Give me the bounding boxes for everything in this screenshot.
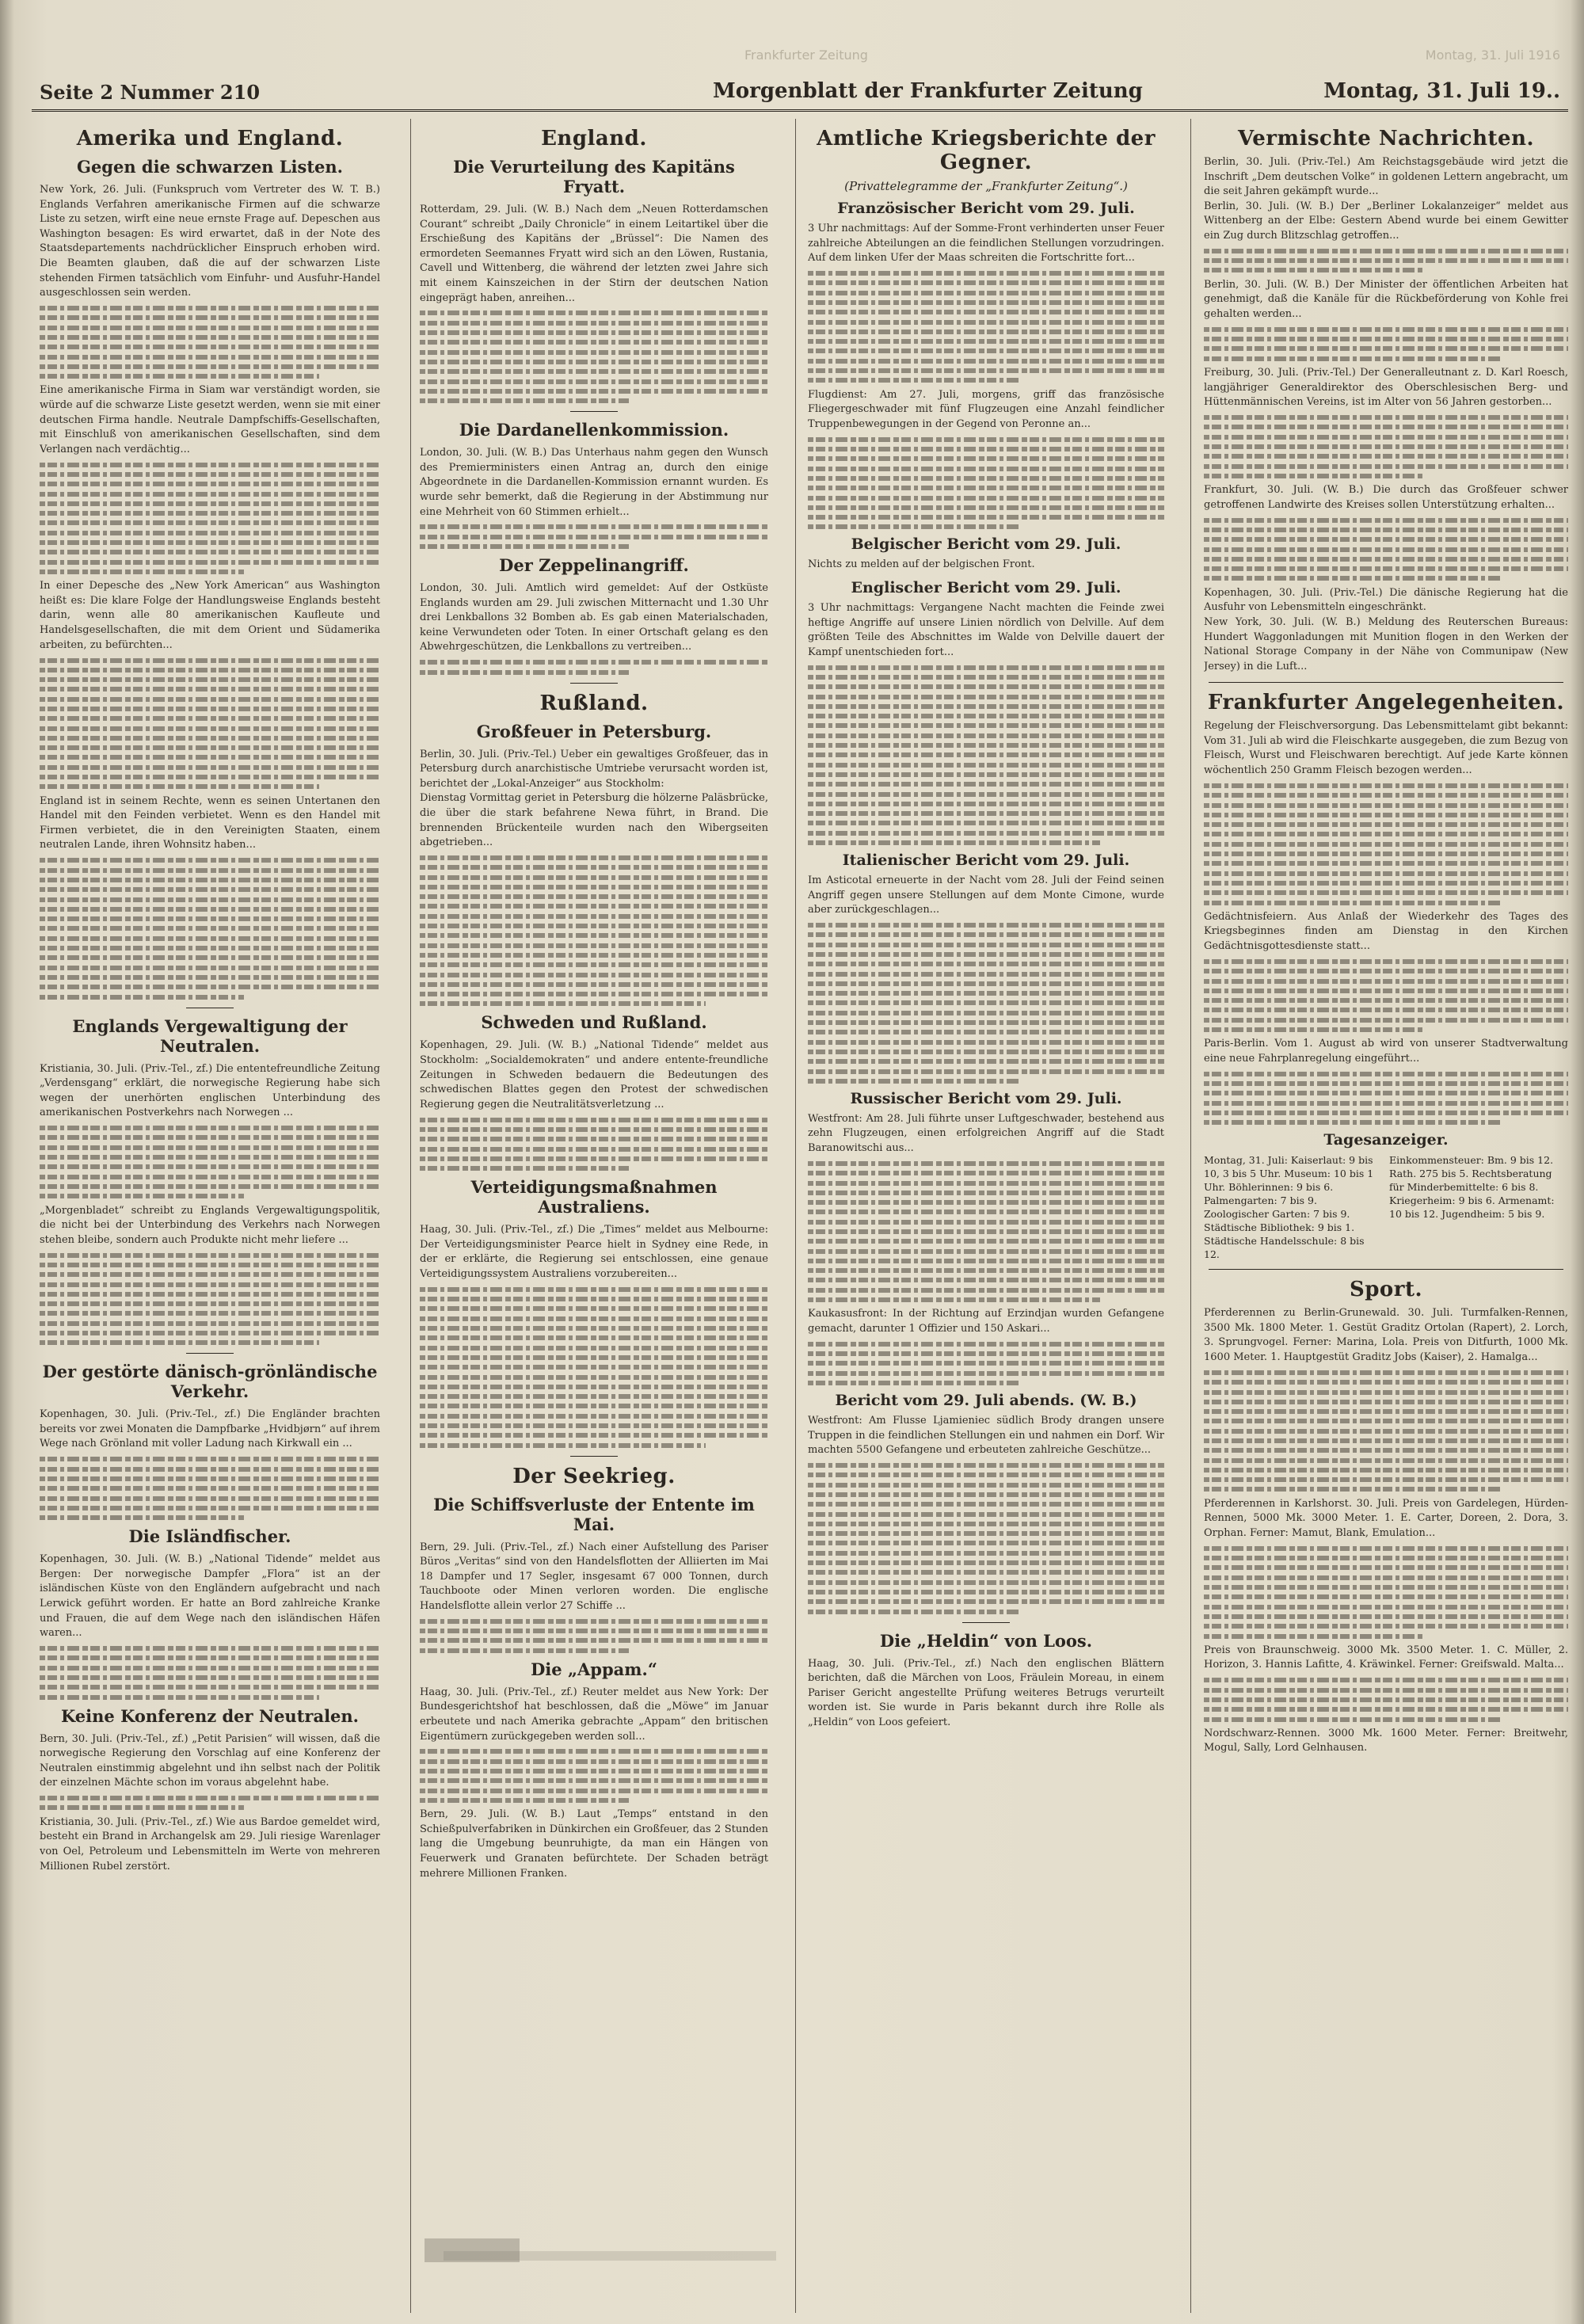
column-rule [410, 119, 411, 2313]
article-heading: Die „Appam.“ [531, 1659, 657, 1679]
article-paragraph: Nordschwarz-Rennen. 3000 Mk. 1600 Meter. Ferner: Breitwehr, Mogul, Sally, Lord Gelnhausen. [1204, 1727, 1568, 1754]
separator [1209, 1269, 1563, 1270]
article-subheading: Die Verurteilung des Kapitäns Fryatt. [453, 157, 735, 196]
text-lines [40, 306, 380, 379]
text-lines [1204, 327, 1568, 361]
article-paragraph: London, 30. Juli. Amtlich wird gemeldet: Auf der Ostküste Englands wurden am 29. Juli zwischen Mitternacht und 1.30 Uhr drei Lenkballons 32 Bomben ab. Es gab einen Materialschaden, keine Verwundeten oder Toten. In einer Ortschaft gelang es den Abwehrgeschützen, die Lenkballons zu vertreiben... [420, 581, 768, 653]
text-lines [420, 855, 768, 1006]
daily-schedule [1204, 1153, 1568, 1261]
separator [1209, 682, 1563, 683]
article-paragraph: Westfront: Am 28. Juli führte unser Luftgeschwader, bestehend aus zehn Flugzeugen, einen erfolgreichen Angriff auf die Stadt Baranowitschi aus... [808, 1112, 1164, 1155]
article-paragraph: Berlin, 30. Juli. (Priv.-Tel.) Am Reichstagsgebäude wird jetzt die Inschrift „Dem deutschen Volke“ in goldenen Lettern angebracht, um die seit Jahren gekämpft wurde... [1204, 156, 1568, 198]
text-lines [420, 1118, 768, 1171]
text-lines [40, 1796, 380, 1810]
article-paragraph: Regelung der Fleischversorgung. Das Lebensmittelamt gibt bekannt: Vom 31. Juli ab wird die Fleischkarte ausgegeben, die zum Bezug von Fleisch, Wurst und Fleischwaren berechtigt. Auf jede Karte können wöchentlich 250 Gramm Fleisch bezogen werden... [1204, 720, 1568, 777]
text-lines [40, 1646, 380, 1699]
separator [570, 1456, 618, 1457]
article-heading: Rußland. [539, 691, 649, 715]
article-paragraph: Berlin, 30. Juli. (W. B.) Der „Berliner Lokalanzeiger“ meldet aus Wittenberg an der Elbe: Gestern Abend wurde bei einem Gewitter ein Zug durch Blitzschlag getroffen... [1204, 200, 1568, 242]
column-4 [1204, 119, 1568, 2313]
text-lines [808, 1342, 1164, 1385]
article-paragraph: Kaukasusfront: In der Richtung auf Erzindjan wurden Gefangene gemacht, darunter 1 Offizier und 150 Askari... [808, 1308, 1164, 1335]
article-paragraph: Paris-Berlin. Vom 1. August ab wird von unserer Stadtverwaltung eine neue Fahrplanregelung eingeführt... [1204, 1038, 1568, 1065]
masthead: Morgenblatt der Frankfurter Zeitung [713, 79, 1143, 103]
report-heading: Belgischer Bericht vom 29. Juli. [851, 535, 1121, 554]
schedule-right: Einkommensteuer: Bm. 9 bis 12. Rath. 275 bis 5. Rechtsberatung für Minderbemittelte: 6 bis 8. Kriegerheim: 9 bis 6. Armenamt: 10 bis 12. Jugendheim: 5 bis 9. [1389, 1154, 1555, 1221]
article-paragraph: Berlin, 30. Juli. (Priv.-Tel.) Ueber ein gewaltiges Großfeuer, das in Petersburg durch anarchistische Umtriebe verursacht worden ist, berichtet der „Lokal-Anzeiger“ aus Stockholm: [420, 748, 768, 790]
faint-masthead-bleed: Frankfurter Zeitung [744, 48, 868, 63]
article-paragraph: London, 30. Juli. (W. B.) Das Unterhaus nahm gegen den Wunsch des Premierministers einen Antrag an, durch den einige Abgeordnete in die Dardanellen-Kommission ernannt wurden. Es wurde sehr bemerkt, daß die Regierung in der Abstimmung nur eine Mehrheit von 60 Stimmen erhielt... [420, 447, 768, 518]
report-heading: Englischer Bericht vom 29. Juli. [851, 578, 1121, 596]
text-lines [808, 437, 1164, 530]
schedule-left: Montag, 31. Juli: Kaiserlaut: 9 bis 10, 3 bis 5 Uhr. Museum: 10 bis 1 Uhr. Böhlerinnen: 9 bis 6. Palmengarten: 7 bis 9. Zoologischer Garten: 7 bis 9. Städtische Bibliothek: 9 bis 1. Städtische Handelsschule: 8 bis 12. [1204, 1154, 1374, 1261]
article-paragraph: Im Asticotal erneuerte in der Nacht vom 28. Juli der Feind seinen Angriff gegen unsere Stellungen auf dem Monte Cimone, wurde aber zurückgeschlagen... [808, 874, 1164, 916]
text-lines [1204, 249, 1568, 273]
column-rule [1190, 119, 1191, 2313]
text-lines [1204, 1370, 1568, 1492]
article-heading: Die „Heldin“ von Loos. [879, 1630, 1093, 1651]
separator [570, 411, 618, 412]
article-heading: Amerika und England. [76, 127, 344, 150]
article-paragraph: Nichts zu melden auf der belgischen Front. [808, 558, 1035, 571]
report-heading: Russischer Bericht vom 29. Juli. [850, 1089, 1122, 1107]
article-paragraph: 3 Uhr nachmittags: Vergangene Nacht machten die Feinde zwei heftige Angriffe auf unsere Linien nördlich von Delville. Auf dem größten Teile des Abschnittes im Walde von Delville dauert der Kampf unentschieden fort... [808, 601, 1164, 658]
column-3 [808, 119, 1164, 2313]
article-paragraph: In einer Depesche des „New York American“ aus Washington heißt es: Die klare Folge der Handlungsweise Englands besteht darin, wenn alle 80 amerikanischen Kaufleute und Handelsgesellschaften, die mit dem Orient und Südamerika arbeiten, zu befürchten... [40, 580, 380, 651]
column-1 [40, 119, 380, 2313]
article-heading: Keine Konferenz der Neutralen. [61, 1705, 359, 1726]
article-heading: Englands Vergewaltigung der Neutralen. [72, 1015, 348, 1056]
article-paragraph: Haag, 30. Juli. (Priv.-Tel., zf.) Die „Times“ meldet aus Melbourne: Der Verteidigungsminister Pearce hielt in Sydney eine Rede, in der er erklärte, die Regierung sei entschlossen, eine genaue Verteidigungssystem Australiens vorzubereiten... [420, 1224, 768, 1280]
article-paragraph: Flugdienst: Am 27. Juli, morgens, griff das französische Fliegergeschwader mit fünf Flugzeugen eine Anzahl feindlicher Truppenbewegungen in der Gegend von Peronne an... [808, 388, 1164, 430]
column-2 [420, 119, 768, 2313]
text-lines [40, 1253, 380, 1346]
text-lines [40, 1126, 380, 1198]
separator [570, 683, 618, 684]
text-lines [420, 1749, 768, 1802]
article-paragraph: Kopenhagen, 30. Juli. (Priv.-Tel.) Die dänische Regierung hat die Ausfuhr von Lebensmitteln eingeschränkt. [1204, 586, 1568, 614]
article-paragraph: Frankfurt, 30. Juli. (W. B.) Die durch das Großfeuer schwer getroffenen Landwirte des Kreises sollen Unterstützung erhalten... [1204, 484, 1568, 511]
schedule-heading: Tagesanzeiger. [1323, 1131, 1449, 1149]
text-lines [808, 1161, 1164, 1302]
text-lines [808, 1463, 1164, 1613]
text-lines [1204, 783, 1568, 905]
report-heading: Französischer Bericht vom 29. Juli. [837, 200, 1135, 217]
article-heading: Sport. [1349, 1278, 1423, 1302]
text-lines [808, 271, 1164, 383]
article-paragraph: Bern, 29. Juli. (W. B.) Laut „Temps“ entstand in den Schießpulverfabriken in Dünkirchen ein Großfeuer, das 2 Stunden lang die Umgebung beunruhigte, da man ein Hängen von Feuerwerk und Granaten befürchtete. Der Schaden beträgt mehrere Millionen Franken. [420, 1808, 768, 1880]
separator [186, 1353, 234, 1354]
report-heading: Italienischer Bericht vom 29. Juli. [842, 851, 1130, 869]
article-paragraph: England ist in seinem Rechte, wenn es seinen Untertanen den Handel mit den Feinden verbietet. Wenn es den Handel mit Firmen verbietet, die in den Vereinigten Staaten, einem neutralen Lande, ihren Wohnsitz haben... [40, 794, 380, 851]
article-paragraph: Dienstag Vormittag geriet in Petersburg die hölzerne Paläsbrücke, die über die stark befahrene Newa führt, in Brand. Die brennenden Brückenteile wurden nach den Wibergseiten abgetrieben... [420, 792, 768, 849]
article-heading: Frankfurter Angelegenheiten. [1207, 691, 1565, 715]
article-paragraph: Kristiania, 30. Juli. (Priv.-Tel., zf.) Wie aus Bardoe gemeldet wird, besteht ein Brand in Archangelsk am 29. Juli riesige Warenlager von Oel, Petroleum und Lebensmitteln im Werte von mehreren Millionen Rubel zerstört. [40, 1815, 380, 1873]
text-lines [40, 658, 380, 790]
text-lines [1204, 415, 1568, 478]
article-paragraph: 3 Uhr nachmittags: Auf der Somme-Front verhinderten unser Feuer zahlreiche Abteilungen an die feindlichen Stellungen vorzudringen. Auf dem linken Ufer der Maas schreiten die Fortschritte fort... [808, 223, 1164, 265]
article-paragraph: Berlin, 30. Juli. (W. B.) Der Minister der öffentlichen Arbeiten hat genehmigt, daß die Kanäle für die Rückbeförderung von Kohle frei gehalten werden... [1204, 278, 1568, 320]
article-paragraph: Kristiania, 30. Juli. (Priv.-Tel., zf.) Die ententefreundliche Zeitung „Verdensgang“ erklärt, die norwegische Regierung habe sich wegen der unerhörten englischen Unterbindung des amerikanischen Postverkehrs nach Norwegen ... [40, 1062, 380, 1119]
article-paragraph: Gedächtnisfeiern. Aus Anlaß der Wiederkehr des Tages des Kriegsbeginnes finden am Dienstag in den Kirchen Gedächtnisgottesdienste statt... [1204, 910, 1568, 953]
text-lines [808, 923, 1164, 1084]
article-heading: Die Dardanellenkommission. [459, 420, 729, 440]
column-rule [795, 119, 796, 2313]
article-heading: Der Seekrieg. [512, 1464, 676, 1488]
article-paragraph: Freiburg, 30. Juli. (Priv.-Tel.) Der Generalleutnant z. D. Karl Roesch, langjähriger Generaldirektor des Oberschlesischen Berg- und Hüttenmännischen Vereins, ist im Alter von 56 Jahren gestorben... [1204, 367, 1568, 409]
article-subheading: Großfeuer in Petersburg. [476, 721, 712, 741]
article-byline: (Privattelegramme der „Frankfurter Zeitung“.) [844, 179, 1128, 193]
article-heading: Der gestörte dänisch-grönländische Verkehr. [42, 1362, 378, 1402]
article-paragraph: Kopenhagen, 30. Juli. (W. B.) „National Tidende“ meldet aus Bergen: Der norwegische Dampfer „Flora“ ist an der isländischen Küste von den Engländern aufgebracht und nach Lerwick geführt worden. Er hatte an Bord zahlreiche Kranke und Frauen, die auf dem Wege nach den isländischen Häfen waren... [40, 1553, 380, 1640]
text-lines [1204, 1072, 1568, 1125]
text-lines [420, 660, 768, 674]
text-lines [40, 463, 380, 574]
page-header [32, 76, 1568, 112]
article-heading: Vermischte Nachrichten. [1237, 127, 1535, 150]
article-paragraph: Bern, 29. Juli. (Priv.-Tel., zf.) Nach einer Aufstellung des Pariser Büros „Veritas“ sind von den Handelsflotten der Alliierten im Mai 18 Dampfer und 17 Segler, insgesamt 67 000 Tonnen, durch Tauchboote oder Minen verloren worden. Die englische Handelsflotte allein verlor 27 Schiffe ... [420, 1541, 768, 1612]
article-subheading: Die Schiffsverluste der Entente im Mai. [433, 1494, 755, 1534]
text-lines [1204, 518, 1568, 581]
text-lines [40, 1457, 380, 1520]
text-lines [808, 665, 1164, 845]
article-paragraph: Haag, 30. Juli. (Priv.-Tel., zf.) Reuter meldet aus New York: Der Bundesgerichtshof hat beschlossen, daß die „Möwe“ im Januar erbeutete und nach Amerika gebrachte „Appam“ den britischen Eigentümern zurückgegeben werden soll... [420, 1686, 768, 1743]
faint-date-bleed: Montag, 31. Juli 1916 [1425, 48, 1560, 63]
article-heading: Amtliche Kriegsberichte der Gegner. [817, 127, 1156, 174]
page-edge [1570, 0, 1584, 2324]
text-lines [40, 858, 380, 999]
article-paragraph: Pferderennen in Karlshorst. 30. Juli. Preis von Gardelegen, Hürden-Rennen, 5000 Mk. 3000 Meter. 1. E. Carter, Doreen, 2. Dora, 3. Orphan. Ferner: Mamut, Blank, Emulation... [1204, 1497, 1568, 1539]
article-heading: Verteidigungsmaßnahmen Australiens. [470, 1177, 718, 1217]
text-lines [420, 1287, 768, 1448]
article-heading: Schweden und Rußland. [481, 1012, 707, 1033]
article-paragraph: Haag, 30. Juli. (Priv.-Tel., zf.) Nach den englischen Blättern berichten, daß die Märchen von Loos, Fräulein Moreau, in einem Pariser Gericht angestellte Prüfung weiteres Betrugs verurteilt worden ist. Sie wurde in Paris bekannt durch ihre Rolle als „Heldin“ von Loos gefeiert. [808, 1657, 1164, 1728]
article-paragraph: Kopenhagen, 29. Juli. (W. B.) „National Tidende“ meldet aus Stockholm: „Socialdemokraten“ und andere entente-freundliche Zeitungen in Schweden bedauern die Bedeutungen des schwedischen Blattes gegen den Protest der schwedischen Regierung gegen die Neutralitätsverletzung ... [420, 1039, 768, 1111]
article-paragraph: Rotterdam, 29. Juli. (W. B.) Nach dem „Neuen Rotterdamschen Courant“ schreibt „Daily Chronicle“ in einem Leitartikel über die Erschießung des Kapitäns der „Brüssel“: Die Namen des ermordeten Seemannes Fryatt wird sich an den Löwen, Rustania, Cavell und Wittenberg, die während der letzten zwei Jahre sich mit einem Kainszeichen in der Stirn der deutschen Nation eingeprägt haben, anreihen... [420, 204, 768, 304]
article-heading: Die Isländfischer. [128, 1526, 291, 1547]
text-lines [1204, 1678, 1568, 1721]
report-heading: Bericht vom 29. Juli abends. (W. B.) [835, 1392, 1137, 1410]
text-lines [1204, 959, 1568, 1032]
article-paragraph: Westfront: Am Flusse Ljamieniec südlich Brody drangen unsere Truppen in die feindlichen Stellungen ein und nahmen ein Dorf. Wir machten 5500 Gefangene und erbeuteten zahlreiche Geschütze... [808, 1415, 1164, 1457]
text-lines [420, 311, 768, 403]
article-paragraph: Pferderennen zu Berlin-Grunewald. 30. Juli. Turmfalken-Rennen, 3500 Mk. 1800 Meter. 1. Gestüt Graditz Ortolan (Rapert), 2. Lorch, 3. Sprungvogel. Ferner: Marina, Lola. Preis von Ditfurth, 1000 Mk. 1600 Meter. 1. Hauptgestüt Graditz Jobs (Kaiser), 2. Hamalga... [1204, 1307, 1568, 1364]
article-heading: England. [541, 127, 647, 150]
issue-date: Montag, 31. Juli 19.. [1323, 79, 1560, 103]
page-number: Seite 2 Nummer 210 [40, 81, 261, 104]
paper-stain [444, 2251, 776, 2261]
text-lines [420, 1619, 768, 1653]
article-paragraph: Preis von Braunschweig. 3000 Mk. 3500 Meter. 1. C. Müller, 2. Horizon, 3. Hannis Lafitte, 4. Kräwinkel. Ferner: Greifswald. Malta... [1204, 1644, 1568, 1671]
article-heading: Der Zeppelinangriff. [499, 554, 689, 575]
article-paragraph: Eine amerikanische Firma in Siam war verständigt worden, sie würde auf die schwarze Liste gesetzt werden, wenn sie mit einer deutschen Firma handle. Neutrale Dampfschiffs-Gesellschaften, mit Einschluß von amerikanischen Gesellschaften, sind dem Verlangen nach verdächtig... [40, 384, 380, 455]
separator [962, 1622, 1010, 1623]
text-lines [1204, 1546, 1568, 1639]
article-paragraph: Kopenhagen, 30. Juli. (Priv.-Tel., zf.) Die Engländer brachten bereits vor zwei Monaten die Dampfbarke „Hvidbjørn“ auf ihrem Wege nach Grönland mit voller Ladung nach Kirkwall ein ... [40, 1408, 380, 1450]
article-subheading: Gegen die schwarzen Listen. [77, 157, 343, 177]
article-paragraph: Bern, 30. Juli. (Priv.-Tel., zf.) „Petit Parisien“ will wissen, daß die norwegische Regierung den Vorschlag auf eine Konferenz der Neutralen einstimmig abgelehnt und ihn selbst nach der Politik der einzelnen Mächte schon im voraus abgelehnt habe. [40, 1732, 380, 1789]
article-paragraph: New York, 30. Juli. (W. B.) Meldung des Reuterschen Bureaus: Hundert Waggonladungen mit Munition flogen in den Werken der National Storage Company in der Nähe von Communipaw (New Jersey) in die Luft... [1204, 615, 1568, 672]
text-lines [420, 524, 768, 549]
article-paragraph: New York, 26. Juli. (Funkspruch vom Vertreter des W. T. B.) Englands Verfahren amerikanische Firmen auf die schwarze Liste zu setzen, wirft eine neue ernste Frage auf. Depeschen aus Washington besagen: Es wird erwartet, daß in der Note des Staatsdepartements nachdrücklicher Einspruch erhoben wird. Die Beamten glauben, daß die auf der schwarzen Liste stehenden Firmen tatsächlich vom Einfuhr- und Ausfuhr-Handel ausgeschlossen sein werden. [40, 184, 380, 299]
article-paragraph: „Morgenbladet“ schreibt zu Englands Vergewaltigungspolitik, die nicht bei der Unterbindung des Verkehrs nach Norwegen stehen bleibe, sondern auch Produkte nicht mehr liefere ... [40, 1204, 380, 1246]
